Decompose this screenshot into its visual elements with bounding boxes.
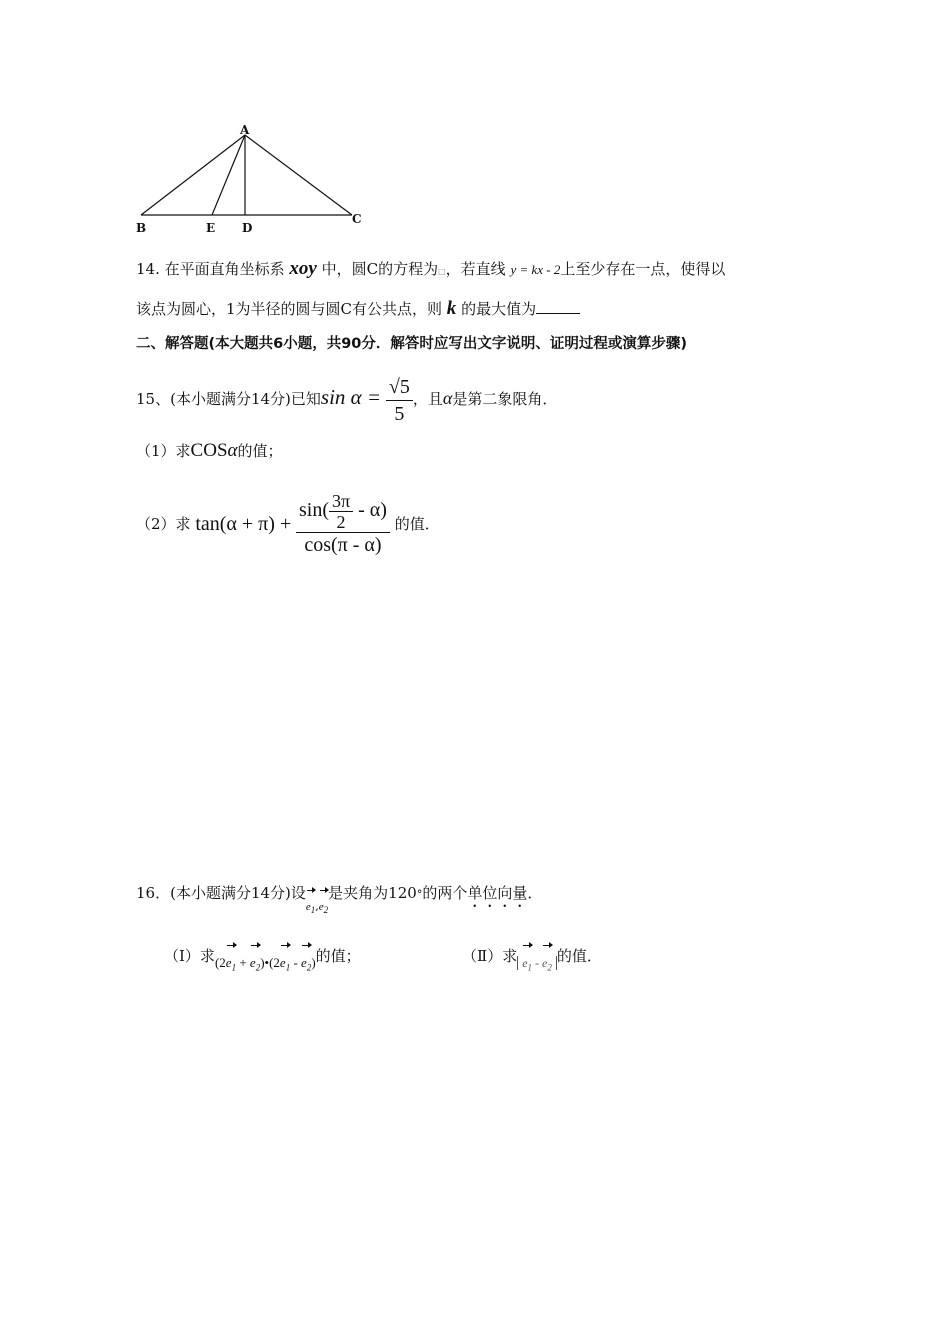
- q15-part2: [136, 478, 440, 569]
- segment-AC: [245, 135, 352, 215]
- q14-hidden-equation: □: [438, 267, 446, 276]
- label-A: A: [240, 123, 250, 137]
- q14-mid: 中，圆C的方程为: [316, 260, 439, 278]
- q15-part2-suffix: 的值．: [394, 515, 440, 533]
- label-C: C: [352, 212, 362, 226]
- q15-part1-cos: COS: [190, 440, 228, 461]
- q15-sin-alpha: sin α =: [320, 385, 382, 409]
- q14-prefix: 14. 在平面直角坐标系: [136, 260, 290, 278]
- q15-prefix: 15、(本小题满分14分)已知: [136, 390, 321, 408]
- q15-frac-numerator: √5: [388, 375, 410, 398]
- q14-line2-suffix: 的最大值为: [456, 300, 537, 318]
- label-D: D: [242, 221, 253, 235]
- q15-part2-inner-fraction: [329, 491, 353, 532]
- q16-part2-abs-expression: e1 - e2: [517, 956, 557, 970]
- q15-statement: [136, 368, 557, 428]
- q16-comma: ,: [315, 900, 319, 913]
- q15-fraction: [386, 374, 413, 427]
- q15-part1-alpha: α: [227, 440, 238, 461]
- triangle-figure: [130, 120, 370, 240]
- q15-part1-suffix: 的值；: [237, 442, 283, 460]
- q16-vec-e2: $e_2$: [319, 894, 328, 923]
- q15-part2-inner-den: 2: [329, 511, 353, 532]
- q14-line-equation: y = kx - 2: [510, 262, 561, 277]
- label-E: E: [206, 221, 216, 235]
- q16-vec-e1: $e_1$: [306, 894, 315, 923]
- answer-blank: [536, 299, 580, 314]
- q16-part1: [164, 942, 361, 976]
- q15-part2-inner-num: 3π: [332, 491, 351, 511]
- label-B: B: [136, 221, 147, 235]
- segment-AB: [141, 135, 245, 215]
- q15-part2-num-suffix: - α): [353, 499, 387, 522]
- q16-part1-expression: ($2e_1$ + $e_2)•(2e_1 - e_2)$: [215, 955, 316, 970]
- q16-vectors: [306, 894, 328, 923]
- q14-line1: [136, 258, 725, 283]
- q16-degree: °: [416, 888, 423, 901]
- q16-part2-prefix: （Ⅱ）求: [462, 947, 518, 965]
- q15-part2-numerator: [296, 491, 390, 532]
- q14-line2: [136, 298, 580, 320]
- q15-alpha: α: [442, 388, 453, 408]
- q15-part1-prefix: （1）求: [136, 442, 191, 460]
- q16-part2: [462, 942, 602, 975]
- q16-prefix: 16．(本小题满分14分)设: [136, 884, 306, 902]
- q15-part2-denominator: cos(π - α): [296, 532, 390, 557]
- q16-suffix-plain: 的两个: [422, 884, 468, 902]
- q14-line2-prefix: 该点为圆心，1为半径的圆与圆C有公共点，则: [136, 300, 447, 318]
- q16-part1-prefix: （Ⅰ）求: [164, 947, 215, 965]
- q15-suffix-2: 是第二象限角．: [452, 390, 558, 408]
- q15-suffix-1: ，且: [412, 390, 443, 408]
- q16-suffix-end: ．: [527, 884, 543, 902]
- q16-mid: 是夹角为120: [328, 884, 417, 902]
- q14-xoy: xoy: [289, 258, 317, 279]
- q16-statement: [136, 880, 543, 916]
- q15-frac-denominator: 5: [386, 400, 413, 427]
- q15-part2-sin: sin(: [299, 499, 329, 522]
- q16-part2-suffix: 的值．: [556, 947, 602, 965]
- q15-part2-prefix: （2）求: [136, 515, 191, 533]
- q16-part1-suffix: 的值；: [315, 947, 361, 965]
- q14-k: k: [446, 298, 457, 319]
- q14-suffix: 上至少存在一点，使得以: [560, 260, 726, 278]
- q15-part2-tan: tan(α + π) +: [195, 513, 292, 535]
- q14-mid2: ，若直线: [445, 260, 511, 278]
- q15-part1: [136, 438, 283, 464]
- q16-unit-vector-emphasis: 单位向量: [467, 884, 528, 902]
- section2-heading: 二、解答题(本大题共6小题，共90分．解答时应写出文字说明、证明过程或演算步骤): [136, 336, 688, 352]
- q15-part2-fraction: [296, 491, 390, 557]
